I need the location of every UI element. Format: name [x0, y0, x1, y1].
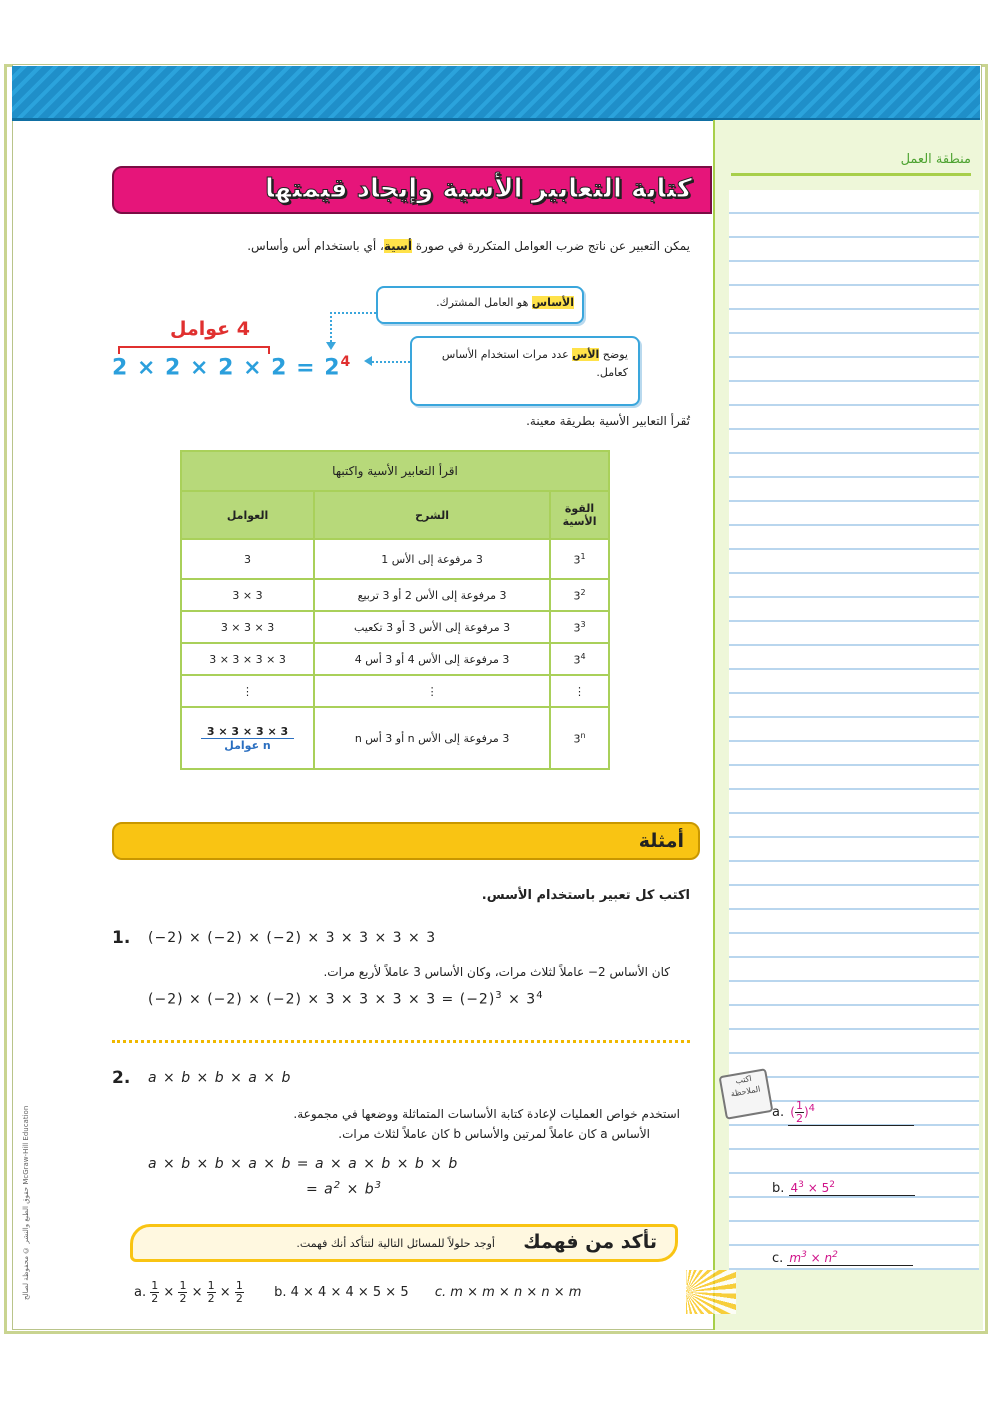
intro-highlight: أسية	[383, 239, 412, 253]
work-area-panel	[713, 120, 983, 1330]
example-1-problem: (−2) × (−2) × (−2) × 3 × 3 × 3 × 3	[148, 930, 437, 946]
power-cell	[550, 707, 609, 769]
exponent-callout-text: عدد مرات استخدام الأساس كعامل.	[441, 348, 628, 379]
answer-a-label: a.	[772, 1105, 785, 1120]
factors-cell: 3 × 3	[181, 579, 314, 611]
desc-cell: 3 مرفوعة إلى الأس 1	[314, 539, 550, 579]
factors-cell: 3 × 3 × 3 × 3	[181, 643, 314, 675]
frac-num: 1	[207, 1279, 215, 1292]
answer-b-mid: × 5	[803, 1181, 830, 1195]
step2-mid: × b	[341, 1181, 375, 1198]
power-cell	[550, 539, 609, 579]
intro-text-start: يمكن التعبير عن ناتج ضرب العوامل المتكررة في صورة	[411, 239, 690, 253]
power-exp: 1	[580, 551, 586, 561]
times-sign: ×	[219, 1285, 231, 1300]
factors-value: 3 × 3 × 3 × 3	[206, 724, 289, 738]
exponent-callout	[410, 336, 640, 406]
table-row	[181, 643, 609, 675]
lesson-title: كتابة التعابير الأسية وإيجاد قيمتها	[264, 174, 692, 204]
answer-b-label: b.	[772, 1181, 785, 1196]
table-row	[181, 707, 609, 769]
frac-num: 1	[795, 1099, 803, 1112]
frac-num: 1	[151, 1279, 159, 1292]
factors-note: n عوامل	[201, 738, 294, 752]
power-base: 3	[573, 553, 581, 567]
base-callout	[376, 286, 584, 324]
table-row	[181, 539, 609, 579]
frac-den: 2	[235, 1292, 243, 1305]
problem-a-label: a.	[134, 1285, 147, 1300]
step2-main: = a	[306, 1181, 334, 1198]
answer-c[interactable]	[772, 1250, 913, 1266]
answer-b-line[interactable]	[789, 1180, 915, 1196]
base-arrow-icon	[326, 342, 336, 350]
times-sign: ×	[163, 1285, 175, 1300]
table-caption: اقرأ التعابير الأسية واكتبها	[181, 451, 609, 491]
exponent-connector	[372, 361, 410, 363]
answer-c-mid: × n	[806, 1251, 833, 1265]
check-title: تأكد من فهمك	[523, 1231, 657, 1253]
examples-heading: أمثلة	[638, 830, 684, 852]
power-expression	[112, 354, 351, 380]
frac-den: 2	[795, 1112, 803, 1125]
example-2-number: 2.	[112, 1068, 131, 1088]
base-connector-v	[330, 312, 332, 342]
power-cell	[550, 643, 609, 675]
frac-den: 2	[151, 1292, 159, 1305]
notes-icon-text: اكتب الملاحظة	[730, 1073, 762, 1099]
solution-mid: × 3	[502, 991, 537, 1008]
example-2-problem: a × b × b × a × b	[148, 1070, 292, 1086]
desc-cell: 3 مرفوعة إلى الأس 2 أو 3 تربيع	[314, 579, 550, 611]
intro-text-end: ، أي باستخدام أس وأساس.	[247, 239, 384, 253]
power-base: 3	[573, 621, 581, 635]
desc-cell: 3 مرفوعة إلى الأس 3 أو 3 تكعيب	[314, 611, 550, 643]
answer-b-exp-1: 3	[798, 1180, 804, 1190]
factors-cell: 3	[181, 539, 314, 579]
answer-a-line[interactable]: ( $\frac{1}{2})^4$	[788, 1100, 914, 1126]
power-expression-exponent: 4	[340, 354, 352, 370]
header-factors: العوامل	[181, 491, 314, 539]
answer-b-exp-2: 2	[829, 1180, 835, 1190]
section-divider	[112, 1040, 690, 1043]
exponent-term: الأس	[572, 348, 600, 361]
power-base: 3	[573, 653, 581, 667]
factors-cell	[181, 707, 314, 769]
example-1-explanation: كان الأساس 2− عاملاً لثلاث مرات، وكان الأساس 3 عاملاً لأربع مرات.	[323, 965, 670, 979]
frac-num: 1	[179, 1279, 187, 1292]
check-understanding-bar	[130, 1224, 678, 1262]
table-row	[181, 579, 609, 611]
power-exp: 2	[580, 587, 586, 597]
solution-main: (−2) × (−2) × (−2) × 3 × 3 × 3 × 3 = (−2)	[148, 991, 496, 1008]
power-base: 3	[573, 732, 581, 746]
answer-c-exp-2: 2	[832, 1250, 838, 1260]
step2-exp-2: 3	[374, 1180, 383, 1191]
answer-c-base: m	[789, 1251, 802, 1265]
desc-cell: 3 مرفوعة إلى الأس 4 أو 3 أس 4	[314, 643, 550, 675]
example-2-step-2	[306, 1180, 382, 1198]
fraction	[150, 1280, 159, 1305]
desc-cell: 3 مرفوعة إلى الأس n أو 3 أس n	[314, 707, 550, 769]
lesson-title-banner	[112, 166, 712, 214]
power-expression-main: 2 × 2 × 2 × 2 = 2	[112, 355, 341, 381]
header-stripe-band	[12, 66, 980, 121]
problem-a	[134, 1279, 248, 1305]
factors-label: 4 عوامل	[170, 318, 250, 340]
answer-c-exp-1: 3	[801, 1250, 807, 1260]
intro-paragraph	[160, 236, 690, 256]
fraction	[795, 1100, 804, 1125]
check-text: أوجد حلولاً للمسائل التالية لتتأكد أنك فهمت.	[296, 1237, 495, 1250]
base-term: الأساس	[531, 296, 574, 309]
work-area-title: منطقة العمل	[731, 152, 971, 176]
fraction	[178, 1280, 187, 1305]
example-2-explanation-1: استخدم خواص العمليات لإعادة كتابة الأساسات المتماثلة ووضعها في مجموعة.	[293, 1107, 680, 1121]
power-base: 3	[573, 589, 581, 603]
answer-a[interactable]	[772, 1100, 914, 1126]
example-1-number: 1.	[112, 928, 131, 948]
answer-b-base: 4	[790, 1181, 799, 1195]
factors-cell: 3 × 3 × 3	[181, 611, 314, 643]
header-description: الشرح	[314, 491, 550, 539]
copyright-credit: حقوق الطبع والنشر © محفوظة لصالح McGraw-Hill Education	[22, 1105, 30, 1300]
examples-heading-bar	[112, 822, 700, 860]
table-row	[181, 675, 609, 707]
practice-problems	[134, 1280, 581, 1305]
frac-num: 1	[235, 1279, 243, 1292]
table-row	[181, 611, 609, 643]
header-power: القوة الأسية	[550, 491, 609, 539]
factors-brace	[118, 346, 270, 354]
powers-table	[180, 450, 610, 770]
fraction	[207, 1280, 216, 1305]
power-cell	[550, 579, 609, 611]
fraction	[235, 1280, 244, 1305]
answer-c-line[interactable]	[787, 1250, 913, 1266]
frac-den: 2	[179, 1292, 187, 1305]
problem-c: c. m × m × n × n × m	[434, 1285, 582, 1300]
examples-instruction: اكتب كل تعبير باستخدام الأسس.	[481, 888, 690, 903]
power-cell	[550, 611, 609, 643]
answer-b[interactable]	[772, 1180, 915, 1196]
power-exp: 3	[580, 619, 586, 629]
example-2-step-1: a × b × b × a × b = a × a × b × b × b	[148, 1156, 459, 1172]
base-callout-text: هو العامل المشترك.	[436, 296, 532, 309]
notes-icon[interactable]	[719, 1068, 774, 1120]
solution-exp-2: 4	[536, 990, 544, 1001]
frac-den: 2	[207, 1292, 215, 1305]
times-sign: ×	[191, 1285, 203, 1300]
example-1-solution	[148, 990, 544, 1008]
exponent-prefix: يوضح	[599, 348, 628, 361]
factors-cell: ⋮	[181, 675, 314, 707]
answer-a-exp: 4	[808, 1103, 815, 1114]
answer-c-label: c.	[772, 1251, 784, 1266]
power-cell: ⋮	[550, 675, 609, 707]
problem-b: b. 4 × 4 × 4 × 5 × 5	[274, 1285, 409, 1300]
solution-exp-1: 3	[495, 990, 503, 1001]
example-2-explanation-2: الأساس a كان عاملاً لمرتين والأساس b كان عاملاً لثلاث مرات.	[338, 1127, 650, 1141]
read-instruction: تُقرأ التعابير الأسية بطريقة معينة.	[526, 414, 690, 428]
power-exp: 4	[580, 651, 586, 661]
desc-cell: ⋮	[314, 675, 550, 707]
decorative-fan-icon	[686, 1270, 736, 1314]
power-exp: n	[580, 730, 586, 740]
base-connector-h	[330, 312, 376, 314]
step2-exp-1: 2	[333, 1180, 342, 1191]
exponent-arrow-icon	[364, 356, 372, 366]
